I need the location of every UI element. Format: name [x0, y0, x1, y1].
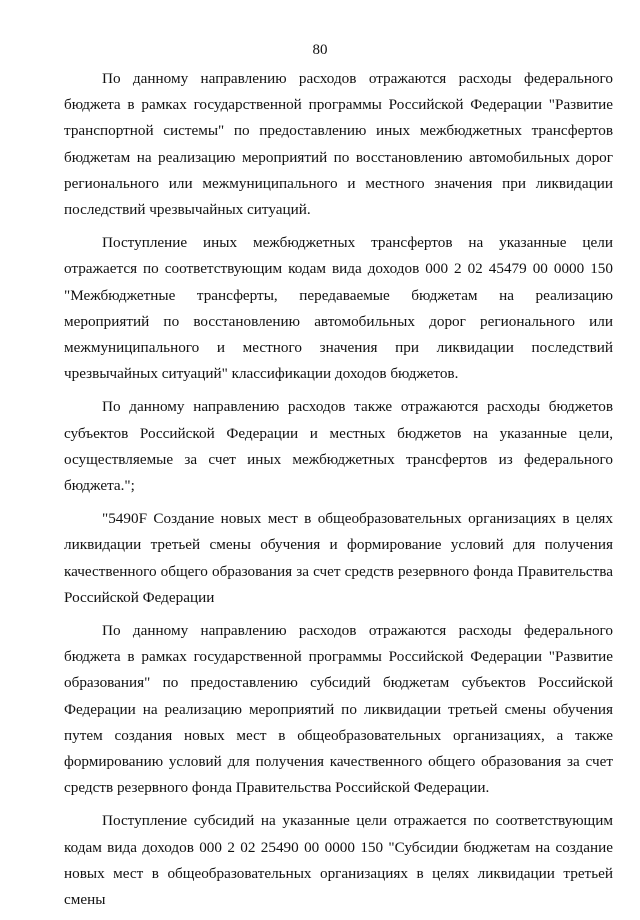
paragraph-transport-income-codes: Поступление иных межбюджетных трансфертов на указанные цели отражается по соответствующим кодам вида доходов 000 2 02 45479 00 0000 150 "Межбюджетные трансферты, передаваемые бюджетам на реализацию мероприятий по восстановлению автомобильных дорог регионального или межмуниципального и местного значения при ликвидации последствий чрезвычайных ситуаций" классификации доходов бюджетов. [64, 234, 613, 383]
document-body [64, 66, 613, 920]
paragraph-education-income-codes: Поступление субсидий на указанные цели отражается по соответствующим кодам вида доходов 000 2 02 25490 00 0000 150 "Субсидии бюджетам на создание новых мест в общеобразовательных организациях в целях ликвидации третьей смены [64, 812, 613, 909]
paragraph-regional-budgets: По данному направлению расходов также отражаются расходы бюджетов субъектов Российской Федерации и местных бюджетов на указанные цели, осуществляемые за счет иных межбюджетных трансфертов из федерального бюджета."; [64, 398, 613, 495]
paragraph-transport-expenses: По данному направлению расходов отражаются расходы федерального бюджета в рамках государственной программы Российской Федерации "Развитие транспортной системы" по предоставлению иных межбюджетных трансфертов бюджетам на реализацию мероприятий по восстановлению автомобильных дорог регионального или межмуниципального и местного значения при ликвидации последствий чрезвычайных ситуаций. [64, 70, 613, 219]
paragraph-5490f-heading: "5490F Создание новых мест в общеобразовательных организациях в целях ликвидации третьей смены обучения и формирование условий для получения качественного общего образования за счет средств резервного фонда Правительства Российской Федерации [64, 510, 613, 606]
page-number: 80 [312, 42, 328, 58]
paragraph-education-expenses: По данному направлению расходов отражаются расходы федерального бюджета в рамках государственной программы Российской Федерации "Развитие образования" по предоставлению субсидий бюджетам субъектов Российской Федерации на реализацию мероприятий по ликвидации третьей смены обучения путем создания новых мест в общеобразовательных организациях, а также формированию условий для получения качественного общего образования за счет средств резервного фонда Правительства Российской Федерации. [64, 622, 613, 797]
